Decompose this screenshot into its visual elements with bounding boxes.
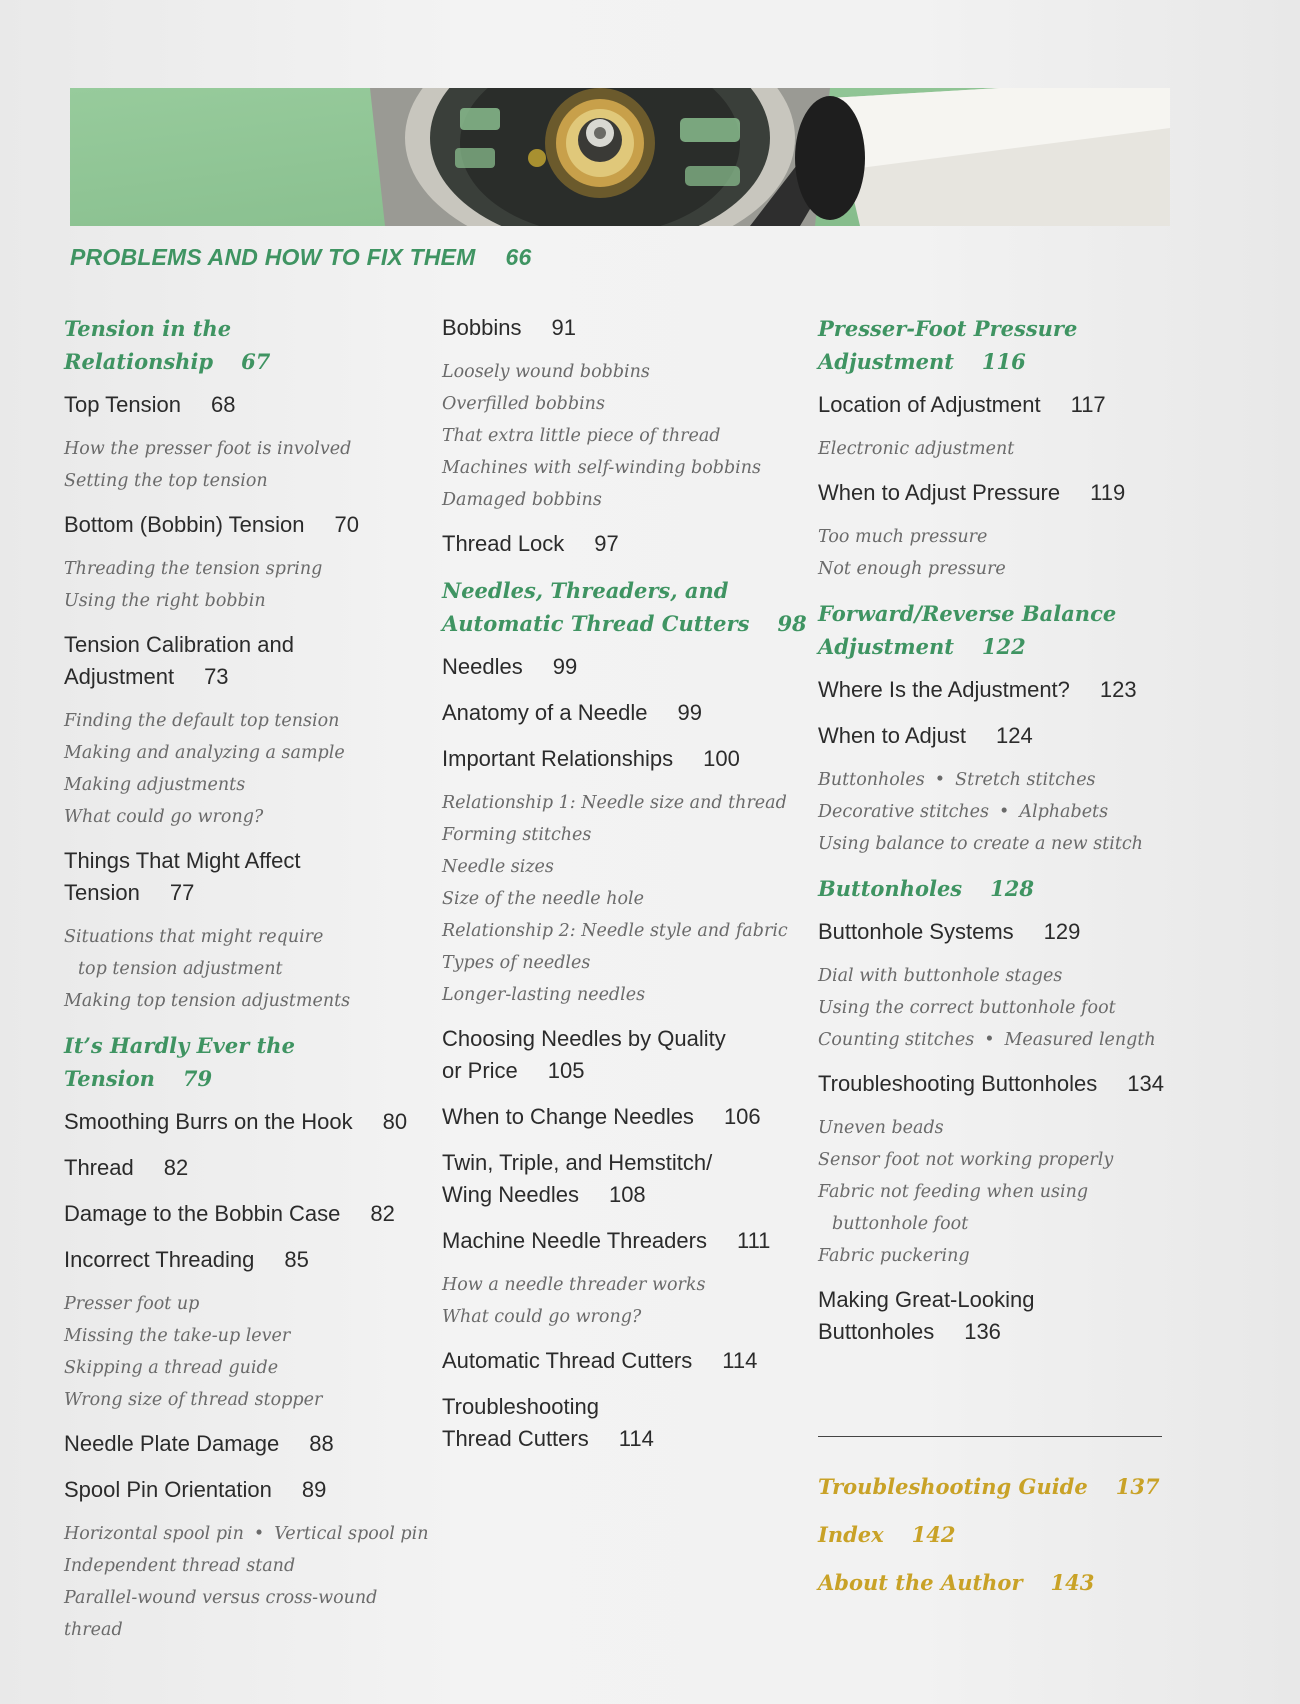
heading-page: 122: [981, 634, 1026, 659]
toc-entry[interactable]: [442, 1345, 812, 1377]
toc-chapter-heading[interactable]: [818, 872, 1188, 905]
entry-label: Choosing Needles by Quality: [442, 1026, 726, 1051]
toc-subtopic: Making top tension adjustments: [64, 991, 351, 1011]
toc-subtopics: [64, 1518, 434, 1646]
entry-label: Where Is the Adjustment?: [818, 677, 1070, 702]
toc-entry[interactable]: [442, 1101, 812, 1133]
toc-subtopic: That extra little piece of thread: [442, 426, 721, 446]
toc-column-1: [64, 312, 434, 1658]
heading-label: Forward/Reverse Balance: [818, 601, 1117, 626]
toc-subtopic: Making adjustments: [64, 775, 246, 795]
toc-subtopic: top tension adjustment: [78, 959, 283, 979]
toc-entry[interactable]: [818, 1068, 1188, 1100]
toc-subtopics: [64, 553, 434, 617]
subtopic-part: Buttonholes: [818, 770, 925, 790]
backmatter-page: 137: [1115, 1474, 1160, 1499]
toc-subtopic: Electronic adjustment: [818, 439, 1015, 459]
toc-subtopic: Types of needles: [442, 953, 591, 973]
entry-label: When to Adjust Pressure: [818, 480, 1061, 505]
toc-column-2: [442, 312, 812, 1469]
toc-entry[interactable]: [818, 389, 1188, 421]
toc-subtopic: Finding the default top tension: [64, 711, 340, 731]
entry-label: Top Tension: [64, 392, 182, 417]
entry-label-line2: Tension: [64, 880, 140, 905]
toc-subtopic: Parallel-wound versus cross-wound thread: [64, 1588, 378, 1640]
toc-subtopic: Missing the take-up lever: [64, 1326, 291, 1346]
entry-page: 80: [382, 1109, 408, 1134]
toc-entry[interactable]: [64, 1198, 434, 1230]
toc-entry[interactable]: [64, 845, 434, 909]
toc-subtopic: Making and analyzing a sample: [64, 743, 345, 763]
entry-label: Making Great-Looking: [818, 1287, 1035, 1312]
entry-page: 117: [1070, 392, 1106, 417]
toc-subtopic: What could go wrong?: [64, 807, 264, 827]
entry-page: 136: [964, 1319, 1001, 1344]
entry-page: 77: [169, 880, 195, 905]
toc-subtopics: [818, 433, 1188, 465]
entry-label: Twin, Triple, and Hemstitch/: [442, 1150, 713, 1175]
toc-subtopic: Forming stitches: [442, 825, 592, 845]
toc-subtopic: Longer-lasting needles: [442, 985, 646, 1005]
entry-page: 70: [334, 512, 359, 537]
toc-subtopics: [818, 764, 1188, 860]
entry-label: When to Adjust: [818, 723, 966, 748]
toc-subtopic: Dial with buttonhole stages: [818, 966, 1063, 986]
entry-label: Machine Needle Threaders: [442, 1228, 707, 1253]
entry-page: 111: [736, 1228, 771, 1253]
heading-label: It’s Hardly Ever the Tension: [64, 1033, 295, 1091]
toc-subtopics: [64, 433, 434, 497]
entry-label: Tension Calibration and: [64, 632, 294, 657]
toc-chapter-heading[interactable]: [64, 1029, 434, 1095]
entry-label: Things That Might Affect: [64, 848, 301, 873]
toc-subtopic: [818, 796, 1188, 828]
toc-subtopics: [818, 1112, 1188, 1272]
entry-label: Needle Plate Damage: [64, 1431, 280, 1456]
toc-entry[interactable]: [442, 651, 812, 683]
toc-subtopics: [442, 356, 812, 516]
entry-page: 114: [722, 1348, 758, 1373]
heading-label: Buttonholes: [818, 876, 963, 901]
toc-subtopic: Needle sizes: [442, 857, 554, 877]
toc-subtopic: Skipping a thread guide: [64, 1358, 279, 1378]
toc-subtopic: Wrong size of thread stopper: [64, 1390, 323, 1410]
heading-label: Tension in the Relationship: [64, 316, 232, 374]
entry-page: 73: [204, 664, 229, 689]
entry-page: 105: [547, 1058, 585, 1083]
entry-page: 129: [1043, 919, 1081, 944]
toc-subtopic: [64, 1518, 434, 1550]
toc-subtopic: Situations that might require: [64, 927, 324, 947]
toc-subtopic: How the presser foot is involved: [64, 439, 352, 459]
toc-subtopic: Loosely wound bobbins: [442, 362, 650, 382]
entry-label: When to Change Needles: [442, 1104, 694, 1129]
entry-label: Location of Adjustment: [818, 392, 1041, 417]
toc-backmatter-link[interactable]: [818, 1474, 1160, 1499]
toc-subtopics: [818, 960, 1188, 1056]
backmatter-label: Index: [818, 1522, 884, 1547]
toc-subtopic: Independent thread stand: [64, 1556, 296, 1576]
toc-subtopic: Uneven beads: [818, 1118, 944, 1138]
toc-entry[interactable]: [64, 629, 434, 693]
entry-label: Bobbins: [442, 315, 522, 340]
subtopic-part: Stretch stitches: [955, 770, 1096, 790]
subtopic-part: Decorative stitches: [818, 802, 990, 822]
toc-entry[interactable]: [64, 1244, 434, 1276]
toc-subtopic: Using balance to create a new stitch: [818, 834, 1143, 854]
toc-subtopic: Overfilled bobbins: [442, 394, 605, 414]
toc-subtopic: Fabric puckering: [818, 1246, 970, 1266]
entry-page: 100: [703, 746, 740, 771]
toc-chapter-heading[interactable]: [818, 597, 1188, 663]
entry-label: Smoothing Burrs on the Hook: [64, 1109, 353, 1134]
toc-entry[interactable]: [818, 477, 1188, 509]
sewing-machine-bobbin-photo: [70, 88, 1170, 226]
toc-subtopic: Using the right bobbin: [64, 591, 266, 611]
entry-label: Thread: [64, 1155, 134, 1180]
toc-subtopics: [64, 705, 434, 833]
toc-chapter-heading[interactable]: [442, 574, 812, 640]
heading-page: 98: [777, 611, 807, 636]
toc-entry[interactable]: [64, 509, 434, 541]
toc-subtopics: [442, 1269, 812, 1333]
toc-entry[interactable]: [64, 1106, 434, 1138]
toc-entry[interactable]: [442, 1391, 812, 1455]
backmatter-page: 142: [911, 1522, 956, 1547]
subtopic-part: Horizontal spool pin: [64, 1524, 244, 1544]
subtopic-part: Vertical spool pin: [274, 1524, 429, 1544]
heading-page: 116: [981, 349, 1026, 374]
toc-subtopic: Too much pressure: [818, 527, 988, 547]
entry-page: 99: [677, 700, 702, 725]
subtopic-part: Measured length: [1004, 1030, 1156, 1050]
toc-entry[interactable]: [818, 674, 1188, 706]
entry-page: 82: [163, 1155, 189, 1180]
entry-label: Automatic Thread Cutters: [442, 1348, 693, 1373]
toc-entry[interactable]: [64, 1152, 434, 1184]
entry-label-line2: Buttonholes: [818, 1319, 935, 1344]
toc-subtopic: [818, 1024, 1188, 1056]
toc-subtopic: Threading the tension spring: [64, 559, 323, 579]
toc-subtopics: [818, 521, 1188, 585]
toc-subtopic: Damaged bobbins: [442, 490, 602, 510]
entry-page: 106: [723, 1104, 761, 1129]
toc-subtopic: Using the correct buttonhole foot: [818, 998, 1116, 1018]
toc-chapter-heading[interactable]: [818, 312, 1188, 378]
entry-page: 82: [370, 1201, 395, 1226]
entry-page: 123: [1099, 677, 1137, 702]
entry-page: 124: [995, 723, 1033, 748]
entry-label-line2: Thread Cutters: [442, 1426, 589, 1451]
entry-page: 134: [1127, 1071, 1164, 1096]
toc-subtopic: Not enough pressure: [818, 559, 1006, 579]
toc-subtopic: [818, 764, 1188, 796]
entry-label: Troubleshooting Buttonholes: [818, 1071, 1098, 1096]
entry-page: 89: [301, 1477, 327, 1502]
toc-backmatter-link[interactable]: [818, 1522, 956, 1547]
toc-subtopic: Relationship 2: Needle style and fabric: [442, 921, 788, 941]
section-title-page: 66: [505, 244, 532, 270]
toc-entry[interactable]: [442, 1225, 812, 1257]
toc-subtopic: buttonhole foot: [832, 1214, 969, 1234]
entry-page: 99: [552, 654, 578, 679]
entry-label-line2: Adjustment: [64, 664, 175, 689]
heading-label-line2: Adjustment: [818, 634, 954, 659]
section-title: [70, 244, 532, 271]
toc-entry[interactable]: [442, 1147, 812, 1211]
toc-entry[interactable]: [818, 916, 1188, 948]
toc-subtopic: Setting the top tension: [64, 471, 268, 491]
entry-page: 97: [594, 531, 619, 556]
divider-rule: [818, 1436, 1162, 1437]
heading-label: Presser-Foot Pressure: [818, 316, 1078, 341]
entry-page: 114: [618, 1426, 654, 1451]
entry-label: Spool Pin Orientation: [64, 1477, 272, 1502]
entry-page: 85: [284, 1247, 309, 1272]
toc-entry[interactable]: [64, 389, 434, 421]
backmatter-label: Troubleshooting Guide: [818, 1474, 1088, 1499]
toc-subtopic: Presser foot up: [64, 1294, 200, 1314]
heading-label: Needles, Threaders, and: [442, 578, 729, 603]
entry-label: Buttonhole Systems: [818, 919, 1014, 944]
entry-page: 88: [309, 1431, 334, 1456]
bullet-separator: •: [934, 770, 946, 790]
heading-page: 79: [182, 1066, 213, 1091]
section-title-label: PROBLEMS AND HOW TO FIX THEM: [70, 244, 476, 270]
heading-label-line2: Adjustment: [818, 349, 954, 374]
entry-page: 68: [211, 392, 236, 417]
toc-entry[interactable]: [442, 312, 812, 344]
subtopic-part: Alphabets: [1019, 802, 1109, 822]
toc-subtopics: [64, 1288, 434, 1416]
heading-page: 67: [241, 349, 271, 374]
toc-entry[interactable]: [442, 528, 812, 560]
entry-label: Thread Lock: [442, 531, 565, 556]
entry-label-line2: Wing Needles: [442, 1182, 579, 1207]
toc-subtopic: Relationship 1: Needle size and thread: [442, 793, 787, 813]
toc-subtopic: Sensor foot not working properly: [818, 1150, 1114, 1170]
entry-label: Needles: [442, 654, 523, 679]
toc-entry[interactable]: [818, 720, 1188, 752]
toc-entry[interactable]: [442, 1023, 812, 1087]
toc-entry[interactable]: [442, 697, 812, 729]
toc-column-3: [818, 312, 1188, 1362]
bullet-separator: •: [253, 1524, 265, 1544]
subtopic-part: Counting stitches: [818, 1030, 975, 1050]
toc-subtopic: Fabric not feeding when using: [818, 1182, 1089, 1202]
bullet-separator: •: [999, 802, 1010, 822]
toc-entry[interactable]: [442, 743, 812, 775]
toc-subtopic: Machines with self-winding bobbins: [442, 458, 762, 478]
banner-photo: [70, 88, 1170, 226]
toc-subtopics: [64, 921, 434, 1017]
heading-page: 128: [990, 876, 1034, 901]
backmatter-page: 143: [1050, 1570, 1095, 1595]
entry-label: Incorrect Threading: [64, 1247, 255, 1272]
entry-label: Anatomy of a Needle: [442, 700, 648, 725]
entry-label: Bottom (Bobbin) Tension: [64, 512, 305, 537]
entry-label: Troubleshooting: [442, 1394, 599, 1419]
toc-subtopics: [442, 787, 812, 1011]
entry-label-line2: or Price: [442, 1058, 518, 1083]
toc-subtopic: Size of the needle hole: [442, 889, 644, 909]
toc-subtopic: How a needle threader works: [442, 1275, 706, 1295]
toc-entry[interactable]: [818, 1284, 1188, 1348]
toc-chapter-heading[interactable]: [64, 312, 434, 378]
entry-label: Important Relationships: [442, 746, 674, 771]
entry-page: 119: [1090, 480, 1126, 505]
entry-page: 108: [608, 1182, 646, 1207]
heading-label-line2: Automatic Thread Cutters: [442, 611, 750, 636]
bullet-separator: •: [984, 1030, 995, 1050]
entry-page: 91: [551, 315, 576, 340]
toc-subtopic: What could go wrong?: [442, 1307, 642, 1327]
toc-entry[interactable]: [64, 1474, 434, 1506]
backmatter-label: About the Author: [818, 1570, 1023, 1595]
entry-label: Damage to the Bobbin Case: [64, 1201, 341, 1226]
toc-backmatter-link[interactable]: [818, 1570, 1094, 1595]
toc-entry[interactable]: [64, 1428, 434, 1460]
